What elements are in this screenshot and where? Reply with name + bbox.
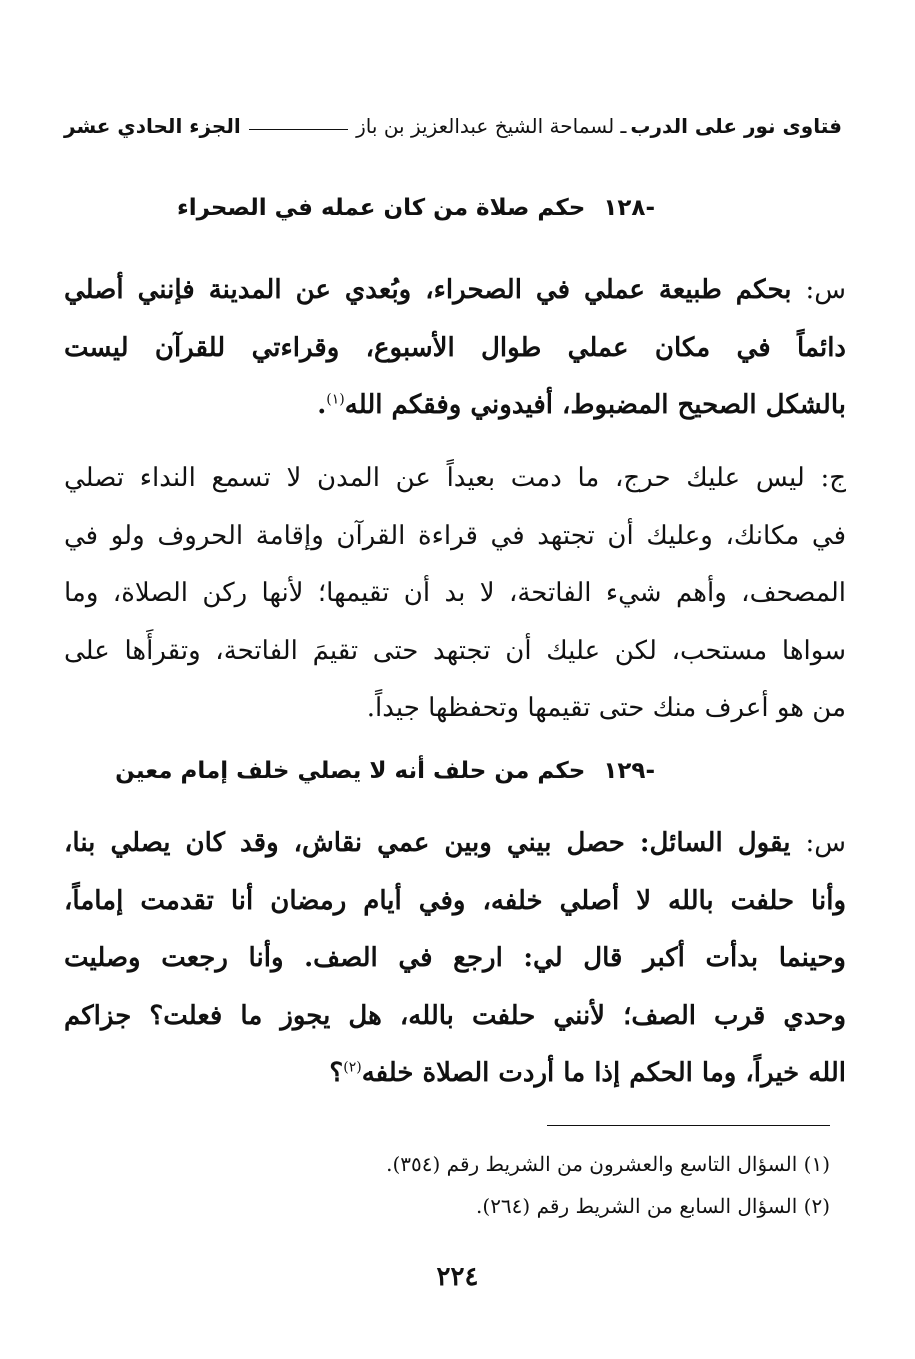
footnote-1: (١) السؤال التاسع والعشرون من الشريط رقم (٣٥٤).: [386, 1152, 830, 1176]
question-line: وحينما بدأت أكبر قال لي: ارجع في الصف. وأنا رجعت وصليت: [64, 943, 846, 974]
question-128: [64, 262, 846, 435]
question-label: س:: [805, 275, 846, 305]
footnote-ref: (٢): [343, 1059, 362, 1076]
footnote-2: (٢) السؤال السابع من الشريط رقم (٢٦٤).: [476, 1194, 830, 1218]
footnote-separator: [547, 1125, 830, 1126]
answer-line: من هو أعرف منك حتى تقيمها وتحفظها جيداً.: [366, 693, 846, 724]
section-title-129: [60, 758, 655, 784]
answer-line: ج: ليس عليك حرج، ما دمت بعيداً عن المدن لا تسمع النداء تصلي: [64, 463, 846, 493]
question-line: س: يقول السائل: حصل بيني وبين عمي نقاش، وقد كان يصلي بنا،: [64, 828, 846, 858]
section-heading: حكم صلاة من كان عمله في الصحراء: [176, 195, 586, 221]
question-line: دائماً في مكان عملي طوال الأسبوع، وقراءتي للقرآن ليست: [64, 332, 846, 363]
section-number: -١٢٨: [603, 195, 655, 221]
header-series-title: فتاوى نور على الدرب: [630, 114, 842, 138]
question-line: بالشكل الصحيح المضبوط، أفيدوني وفقكم الله$^{(١)}$.: [317, 390, 846, 421]
footnote-ref: (١): [326, 391, 345, 408]
answer-line: في مكانك، وعليك أن تجتهد في قراءة القرآن وإقامة الحروف ولو في: [64, 520, 846, 551]
section-title-128: [60, 195, 655, 221]
header-rule: [249, 129, 348, 130]
header-author: ـ لسماحة الشيخ عبدالعزيز بن باز: [356, 114, 627, 138]
running-header: [64, 98, 842, 138]
answer-128: [64, 450, 846, 738]
page-number: ٢٢٤: [436, 1262, 479, 1292]
section-heading: حكم من حلف أنه لا يصلي خلف إمام معين: [115, 758, 586, 784]
question-line: الله خيراً، وما الحكم إذا ما أردت الصلاة خلفه$^{(٢)}$؟: [329, 1058, 846, 1089]
question-129: [64, 815, 846, 1103]
answer-line: المصحف، وأهم شيء الفاتحة، لا بد أن تقيمها؛ لأنها ركن الصلاة، وما: [64, 578, 846, 609]
question-line: س: بحكم طبيعة عملي في الصحراء، وبُعدي عن المدينة فإنني أصلي: [64, 275, 846, 305]
answer-label: ج:: [820, 463, 846, 493]
question-label: س:: [805, 828, 846, 858]
question-line: وحدي قرب الصف؛ لأنني حلفت بالله، هل يجوز ما فعلت؟ جزاكم: [64, 1000, 846, 1031]
header-volume: الجزء الحادي عشر: [64, 114, 241, 138]
answer-line: سواها مستحب، لكن عليك أن تجتهد حتى تقيمَ الفاتحة، وتقرأَها على: [64, 635, 846, 666]
section-number: -١٢٩: [603, 758, 655, 784]
question-line: وأنا حلفت بالله لا أصلي خلفه، وفي أيام رمضان أنا تقدمت إماماً،: [64, 885, 846, 916]
